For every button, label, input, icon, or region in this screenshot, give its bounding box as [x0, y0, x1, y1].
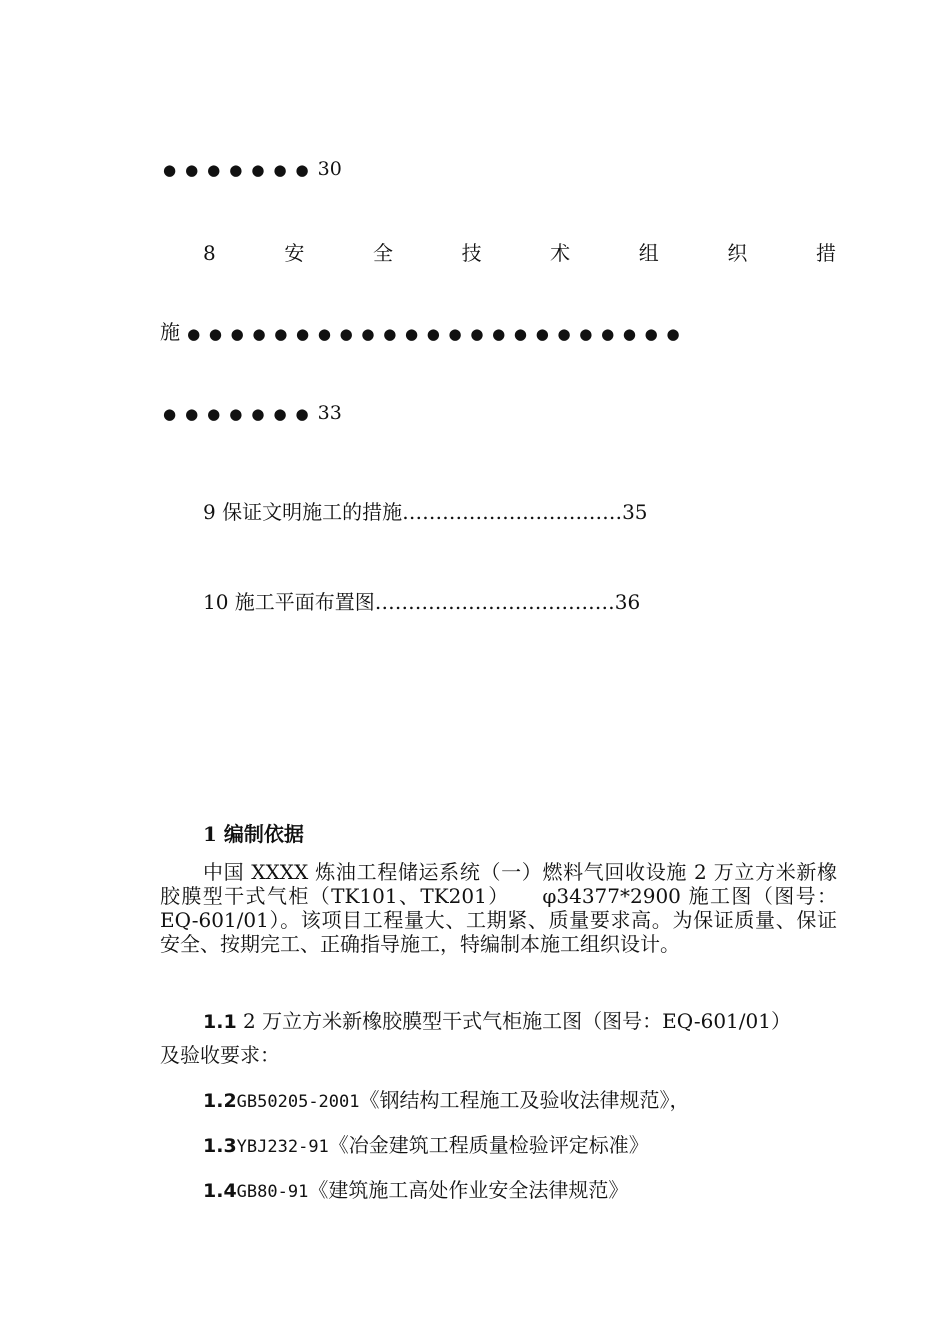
toc-page-number: 33 [317, 402, 342, 424]
basis-item-1-2 [203, 1087, 690, 1115]
item-text: 《钢结构工程施工及验收法律规范》， [359, 1088, 690, 1112]
standard-code: YBJ232-91 [236, 1137, 329, 1157]
toc-entry-7-continuation [163, 157, 342, 182]
toc-char: 8 [203, 241, 216, 265]
item-number: 1.4 [203, 1180, 237, 1202]
toc-leader-dots: ●●●●●●● [163, 161, 318, 179]
basis-item-1-1 [203, 1008, 791, 1035]
section-heading: 1 编制依据 [203, 822, 304, 846]
toc-entry-8-page [163, 401, 342, 426]
standard-code: GB50205-2001 [236, 1092, 360, 1112]
item-number: 1.2 [203, 1090, 237, 1112]
item-number: 1.1 [203, 1011, 237, 1033]
basis-item-1-3 [203, 1132, 649, 1160]
section-paragraph: 中国 XXXX 炼油工程储运系统（一）燃料气回收设施 2 万立方米新橡胶膜型干式气柜（TK101、TK201） φ34377*2900 施工图（图号：EQ-601/01）。该项目工程量大、工期紧、质量要求高。为保证质量、保证安全、按期完工、正确指导施工，特编制本施工组织设计。 [160, 860, 837, 956]
item-text: 《冶金建筑工程质量检验评定标准》 [328, 1133, 649, 1157]
toc-char: 安 [284, 241, 305, 265]
toc-entry-8-title [203, 241, 836, 265]
toc-char: 全 [372, 241, 393, 265]
toc-entry-8-dots [160, 320, 688, 346]
toc-entry-10: 10 施工平面布置图………………………………36 [203, 590, 641, 614]
item-text: 2 万立方米新橡胶膜型干式气柜施工图（图号：EQ-601/01） [236, 1009, 791, 1033]
toc-char: 技 [461, 241, 482, 265]
toc-leader-dots: ●●●●●●● [163, 405, 318, 423]
item-text: 《建筑施工高处作业安全法律规范》 [308, 1178, 629, 1202]
toc-char: 组 [638, 241, 659, 265]
basis-item-1-1-continuation: 及验收要求： [160, 1043, 280, 1067]
toc-char: 措 [816, 241, 836, 265]
toc-leader-dots: ●●●●●●●●●●●●●●●●●●●●●●● [187, 325, 689, 343]
standard-code: GB80-91 [236, 1182, 309, 1202]
toc-char: 施 [160, 320, 180, 344]
toc-char: 织 [727, 241, 748, 265]
toc-entry-9: 9 保证文明施工的措施……………………………35 [203, 500, 648, 524]
item-number: 1.3 [203, 1135, 237, 1157]
toc-page-number: 30 [317, 158, 342, 180]
toc-char: 术 [550, 241, 571, 265]
basis-item-1-4 [203, 1177, 628, 1205]
